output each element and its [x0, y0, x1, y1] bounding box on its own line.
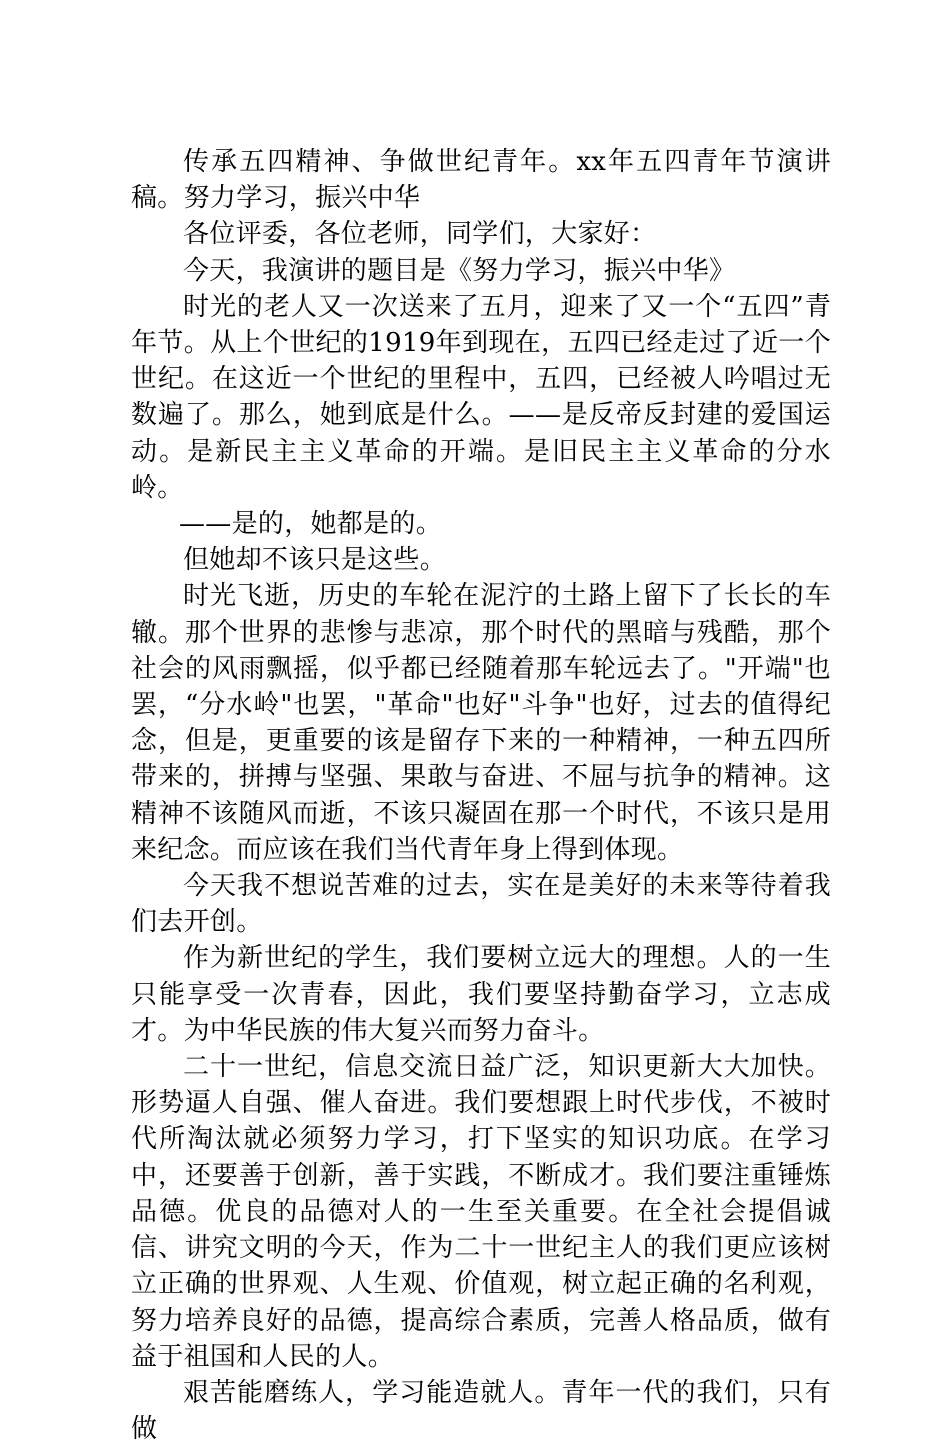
- body-paragraph: 时光的老人又一次送来了五月，迎来了又一个“五四”青年节。从上个世纪的1919年到现在，五四已经走过了近一个世纪。在这近一个世纪的里程中，五四，已经被人吟唱过无数遍了。那么，她到底是什么。——是反帝反封建的爱国运动。是新民主主义革命的开端。是旧民主主义革命的分水岭。: [131, 291, 831, 503]
- body-paragraph: 今天我不想说苦难的过去，实在是美好的未来等待着我们去开创。: [131, 871, 831, 938]
- body-paragraph: 二十一世纪，信息交流日益广泛，知识更新大大加快。形势逼人自强、催人奋进。我们要想跟上时代步伐，不被时代所淘汰就必须努力学习，打下坚实的知识功底。在学习中，还要善于创新，善于实践，不断成才。我们要注重锤炼品德。优良的品德对人的一生至关重要。在全社会提倡诚信、讲究文明的今天，作为二十一世纪主人的我们更应该树立正确的世界观、人生观、价值观，树立起正确的名利观，努力培养良好的品德，提高综合素质，完善人格品质，做有益于祖国和人民的人。: [131, 1052, 831, 1372]
- body-paragraph: 但她却不该只是这些。: [183, 545, 447, 576]
- topic-paragraph: 今天，我演讲的题目是《努力学习，振兴中华》: [183, 255, 736, 286]
- body-paragraph: 艰苦能磨练人，学习能造就人。青年一代的我们，只有做: [131, 1377, 831, 1445]
- title-paragraph: 传承五四精神、争做世纪青年。xx年五四青年节演讲稿。努力学习，振兴中华: [131, 147, 831, 214]
- document-body: [131, 144, 831, 1447]
- greeting-paragraph: 各位评委，各位老师，同学们，大家好：: [183, 219, 657, 250]
- body-paragraph: 时光飞逝，历史的车轮在泥泞的土路上留下了长长的车辙。那个世界的悲惨与悲凉，那个时代的黑暗与残酷，那个社会的风雨飘摇，似乎都已经随着那车轮远去了。"开端"也罢，“分水岭"也罢，"革命"也好"斗争"也好，过去的值得纪念，但是，更重要的该是留存下来的一种精神，一种五四所带来的，拼搏与坚强、果敢与奋进、不屈与抗争的精神。这精神不该随风而逝，不该只凝固在那一个时代，不该只是用来纪念。而应该在我们当代青年身上得到体现。: [131, 581, 831, 865]
- body-paragraph: ——是的，她都是的。: [179, 509, 443, 540]
- body-paragraph: 作为新世纪的学生，我们要树立远大的理想。人的一生只能享受一次青春，因此，我们要坚持勤奋学习，立志成才。为中华民族的伟大复兴而努力奋斗。: [131, 943, 831, 1046]
